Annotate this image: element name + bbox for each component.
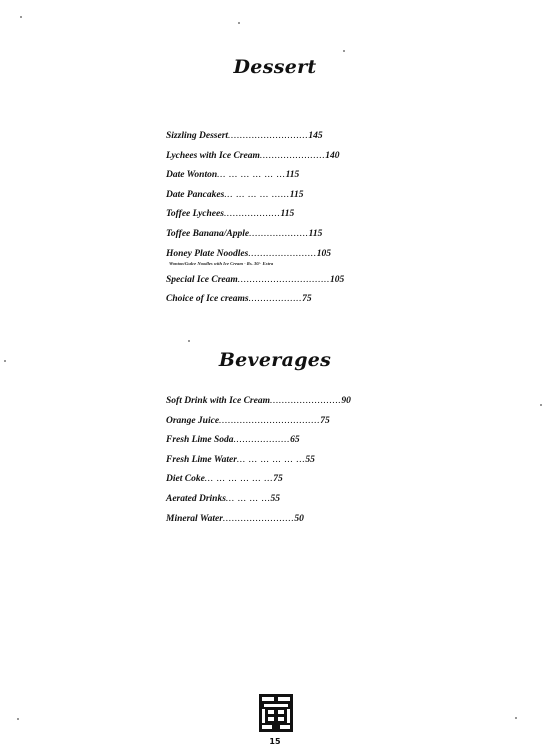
scan-speck [20, 16, 22, 18]
menu-item: Special Ice Cream...............................105 [166, 274, 345, 285]
dessert-menu-list [166, 130, 426, 313]
menu-item: Aerated Drinks... ... ... ...55 [166, 493, 281, 504]
scan-speck [238, 22, 240, 24]
menu-item: Fresh Lime Water... ... ... ... ... ...55 [166, 454, 315, 465]
menu-item: Choice of Ice creams..................75 [166, 294, 312, 305]
restaurant-logo-icon [258, 693, 294, 733]
beverages-heading: Beverages [218, 349, 332, 371]
menu-item: Toffee Lychees...................115 [166, 209, 295, 220]
scan-speck [515, 717, 517, 719]
beverages-menu-list [166, 395, 426, 532]
scan-speck [343, 50, 345, 52]
page-number: 15 [269, 737, 281, 746]
menu-item: Date Wonton... ... ... ... ... ...115 [166, 170, 300, 181]
menu-item: Sizzling Dessert...........................145 [166, 131, 323, 141]
scan-speck [188, 340, 190, 342]
menu-item: Fresh Lime Soda...................65 [166, 435, 300, 446]
menu-item-note: Wonton/Gulce Noodles with Ice Cream - Rs. 30/- Extra [169, 260, 274, 266]
menu-item: Date Pancakes... ... ... ... ......115 [166, 189, 304, 200]
menu-item: Mineral Water........................50 [166, 513, 304, 524]
scan-speck [540, 404, 542, 406]
menu-item: Soft Drink with Ice Cream........................90 [166, 396, 351, 406]
menu-item: Diet Coke... ... ... ... ... ...75 [166, 474, 283, 485]
menu-item: Orange Juice..................................75 [166, 415, 330, 426]
menu-item: Honey Plate Noodles.......................105 Wonton/Gulce Noodles with Ice Cream - Rs. 30/- Extra [166, 248, 426, 274]
dessert-heading: Dessert [233, 56, 317, 78]
scan-speck [17, 718, 19, 720]
menu-item: Toffee Banana/Apple....................115 [166, 228, 323, 239]
menu-item: Lychees with Ice Cream......................140 [166, 150, 340, 161]
